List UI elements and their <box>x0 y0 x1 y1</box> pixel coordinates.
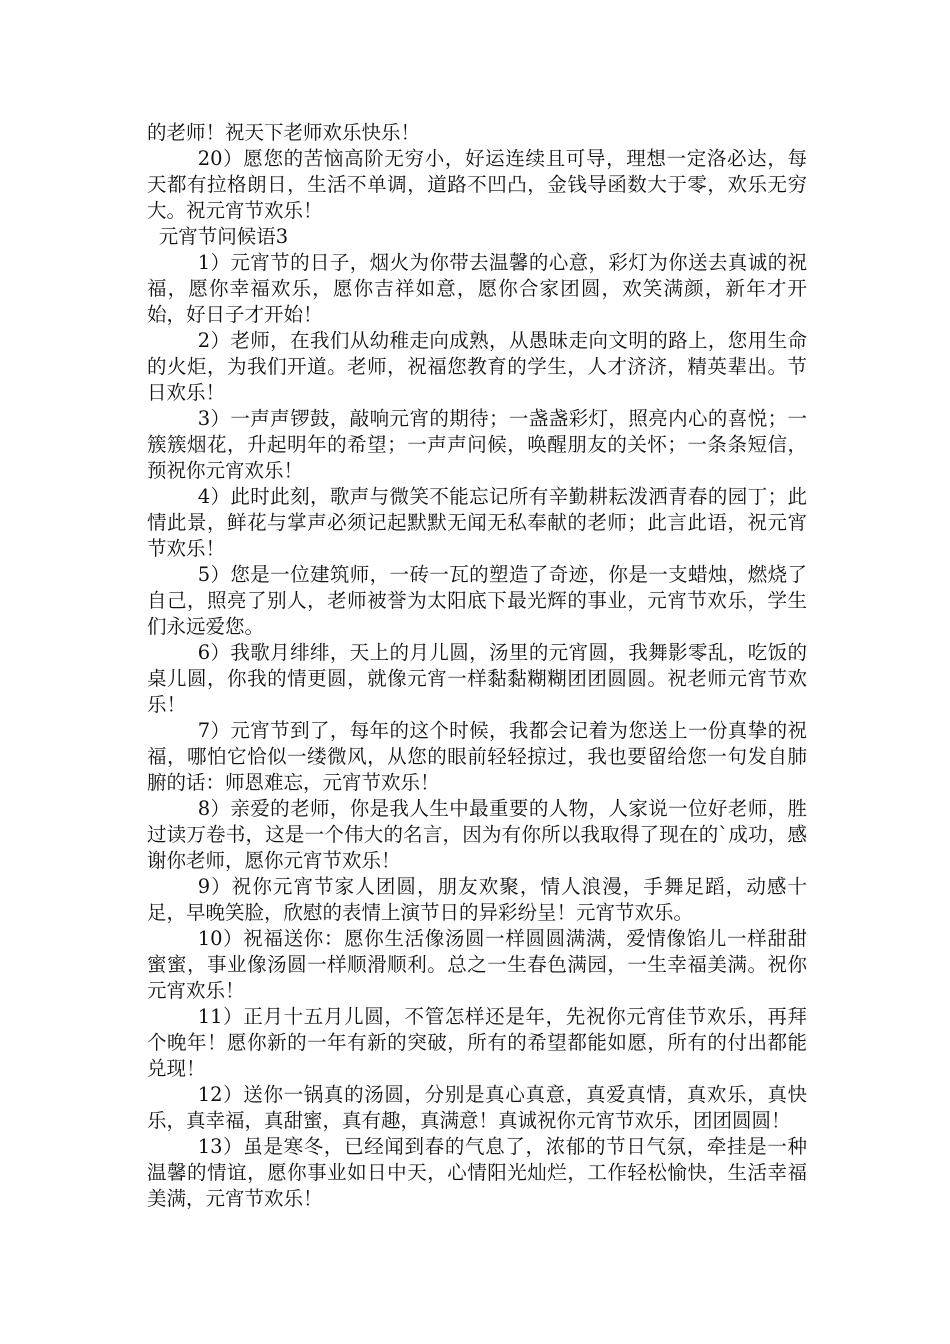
greeting-item-3: 3）一声声锣鼓，敲响元宵的期待；一盏盏彩灯，照亮内心的喜悦；一簇簇烟花，升起明年的希望；一声声问候，唤醒朋友的关怀；一条条短信，预祝你元宵欢乐！ <box>147 407 807 482</box>
greeting-item-5: 5）您是一位建筑师，一砖一瓦的塑造了奇迹，你是一支蜡烛，燃烧了自己，照亮了别人，老师被誉为太阳底下最光辉的事业，元宵节欢乐，学生们永远爱您。 <box>147 563 807 638</box>
greeting-item-11: 11）正月十五月儿圆，不管怎样还是年，先祝你元宵佳节欢乐，再拜个晚年！愿你新的一年有新的突破，所有的希望都能如愿，所有的付出都能兑现！ <box>147 1005 807 1080</box>
greeting-item-2: 2）老师，在我们从幼稚走向成熟，从愚昧走向文明的路上，您用生命的火炬，为我们开道。老师，祝福您教育的学生，人才济济，精英辈出。节日欢乐！ <box>147 329 807 404</box>
section-heading: 元宵节问候语3 <box>158 225 289 248</box>
greeting-item-9: 9）祝你元宵节家人团圆，朋友欢聚，情人浪漫，手舞足蹈，动感十足，早晚笑脸，欣慰的表情上演节日的异彩纷呈！元宵节欢乐。 <box>147 875 807 924</box>
greeting-item-20: 20）愿您的苦恼高阶无穷小，好运连续且可导，理想一定洛必达，每天都有拉格朗日，生活不单调，道路不凹凸，金钱导函数大于零，欢乐无穷大。祝元宵节欢乐！ <box>147 147 807 222</box>
greeting-item-6: 6）我歌月绯绯，天上的月儿圆，汤里的元宵圆，我舞影零乱，吃饭的桌儿圆，你我的情更圆，就像元宵一样黏黏糊糊团团圆圆。祝老师元宵节欢乐！ <box>147 641 807 716</box>
greeting-item-8: 8）亲爱的老师，你是我人生中最重要的人物，人家说一位好老师，胜过读万卷书，这是一个伟大的名言，因为有你所以我取得了现在的`成功，感谢你老师，愿你元宵节欢乐！ <box>147 797 807 872</box>
continued-line: 的老师！祝天下老师欢乐快乐！ <box>147 121 421 144</box>
document-body <box>147 120 807 1212</box>
greeting-item-7: 7）元宵节到了，每年的这个时候，我都会记着为您送上一份真挚的祝福，哪怕它恰似一缕微风，从您的眼前轻轻掠过，我也要留给您一句发自肺腑的话：师恩难忘，元宵节欢乐！ <box>147 719 807 794</box>
greeting-item-12: 12）送你一锅真的汤圆，分别是真心真意，真爱真情，真欢乐，真快乐，真幸福，真甜蜜，真有趣，真满意！真诚祝你元宵节欢乐，团团圆圆！ <box>147 1083 807 1132</box>
greeting-item-4: 4）此时此刻，歌声与微笑不能忘记所有辛勤耕耘泼洒青春的园丁；此情此景，鲜花与掌声必须记起默默无闻无私奉献的老师；此言此语，祝元宵节欢乐！ <box>147 485 807 560</box>
greeting-item-10: 10）祝福送你：愿你生活像汤圆一样圆圆满满，爱情像馅儿一样甜甜蜜蜜，事业像汤圆一样顺滑顺利。总之一生春色满园，一生幸福美满。祝你元宵欢乐！ <box>147 927 807 1002</box>
greeting-item-1: 1）元宵节的日子，烟火为你带去温馨的心意，彩灯为你送去真诚的祝福，愿你幸福欢乐，愿你吉祥如意，愿你合家团圆，欢笑满颜，新年才开始，好日子才开始！ <box>147 251 807 326</box>
greeting-item-13: 13）虽是寒冬，已经闻到春的气息了，浓郁的节日气氛，牵挂是一种温馨的情谊，愿你事业如日中天，心情阳光灿烂，工作轻松愉快，生活幸福美满，元宵节欢乐！ <box>147 1135 807 1210</box>
